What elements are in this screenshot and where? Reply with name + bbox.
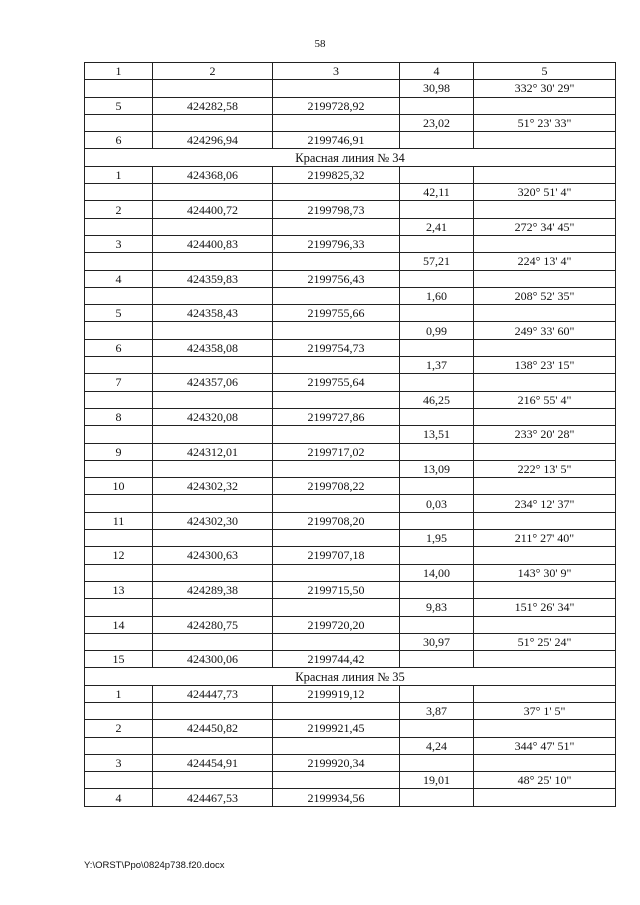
distance-cell: [400, 547, 474, 564]
point-number-cell: [85, 599, 153, 616]
x-coordinate-cell: 424302,30: [153, 512, 273, 529]
point-number-cell: [85, 218, 153, 235]
point-row: [85, 443, 616, 460]
x-coordinate-cell: [153, 564, 273, 581]
bearing-cell: [474, 512, 616, 529]
y-coordinate-cell: [273, 184, 400, 201]
point-number-cell: 5: [85, 97, 153, 114]
column-header: 3: [273, 63, 400, 80]
distance-cell: 46,25: [400, 391, 474, 408]
x-coordinate-cell: [153, 495, 273, 512]
point-row: [85, 270, 616, 287]
bearing-cell: [474, 789, 616, 806]
x-coordinate-cell: 424358,43: [153, 305, 273, 322]
distance-cell: [400, 443, 474, 460]
y-coordinate-cell: [273, 218, 400, 235]
bearing-cell: 208° 52' 35": [474, 287, 616, 304]
point-row: [85, 305, 616, 322]
bearing-cell: 272° 34' 45": [474, 218, 616, 235]
distance-cell: [400, 720, 474, 737]
distance-cell: [400, 305, 474, 322]
point-row: [85, 616, 616, 633]
x-coordinate-cell: [153, 391, 273, 408]
distance-cell: [400, 339, 474, 356]
y-coordinate-cell: 2199728,92: [273, 97, 400, 114]
bearing-cell: 344° 47' 51": [474, 737, 616, 754]
x-coordinate-cell: 424368,06: [153, 166, 273, 183]
point-number-cell: 2: [85, 201, 153, 218]
column-header: 1: [85, 63, 153, 80]
column-header: 5: [474, 63, 616, 80]
x-coordinate-cell: [153, 322, 273, 339]
bearing-cell: [474, 478, 616, 495]
distance-cell: [400, 132, 474, 149]
bearing-cell: [474, 166, 616, 183]
distance-cell: 0,03: [400, 495, 474, 512]
distance-cell: [400, 651, 474, 668]
bearing-cell: 233° 20' 28": [474, 426, 616, 443]
y-coordinate-cell: [273, 737, 400, 754]
distance-cell: [400, 478, 474, 495]
point-number-cell: 11: [85, 512, 153, 529]
y-coordinate-cell: 2199708,22: [273, 478, 400, 495]
y-coordinate-cell: [273, 357, 400, 374]
segment-row: [85, 287, 616, 304]
bearing-cell: [474, 339, 616, 356]
y-coordinate-cell: 2199708,20: [273, 512, 400, 529]
y-coordinate-cell: 2199919,12: [273, 685, 400, 702]
point-row: [85, 201, 616, 218]
bearing-cell: [474, 720, 616, 737]
point-number-cell: [85, 530, 153, 547]
bearing-cell: 37° 1' 5": [474, 702, 616, 719]
coordinates-table: [84, 62, 616, 807]
x-coordinate-cell: 424357,06: [153, 374, 273, 391]
point-row: [85, 97, 616, 114]
bearing-cell: 48° 25' 10": [474, 772, 616, 789]
distance-cell: [400, 374, 474, 391]
distance-cell: 2,41: [400, 218, 474, 235]
x-coordinate-cell: [153, 460, 273, 477]
segment-row: [85, 772, 616, 789]
distance-cell: [400, 754, 474, 771]
point-number-cell: 1: [85, 166, 153, 183]
point-row: [85, 374, 616, 391]
x-coordinate-cell: 424302,32: [153, 478, 273, 495]
y-coordinate-cell: [273, 114, 400, 131]
point-number-cell: [85, 772, 153, 789]
bearing-cell: 224° 13' 4": [474, 253, 616, 270]
bearing-cell: 211° 27' 40": [474, 530, 616, 547]
distance-cell: 30,98: [400, 80, 474, 97]
file-path-footer: Y:\ORST\Ppo\0824p738.f20.docx: [84, 860, 225, 871]
point-row: [85, 651, 616, 668]
bearing-cell: 216° 55' 4": [474, 391, 616, 408]
y-coordinate-cell: 2199755,64: [273, 374, 400, 391]
point-number-cell: 7: [85, 374, 153, 391]
y-coordinate-cell: [273, 599, 400, 616]
bearing-cell: [474, 616, 616, 633]
point-number-cell: [85, 391, 153, 408]
x-coordinate-cell: 424280,75: [153, 616, 273, 633]
x-coordinate-cell: 424358,08: [153, 339, 273, 356]
bearing-cell: [474, 581, 616, 598]
point-number-cell: [85, 564, 153, 581]
point-row: [85, 512, 616, 529]
column-header: 4: [400, 63, 474, 80]
point-number-cell: 9: [85, 443, 153, 460]
bearing-cell: 51° 25' 24": [474, 633, 616, 650]
x-coordinate-cell: [153, 702, 273, 719]
distance-cell: 1,95: [400, 530, 474, 547]
point-row: [85, 132, 616, 149]
point-row: [85, 685, 616, 702]
distance-cell: 0,99: [400, 322, 474, 339]
distance-cell: 14,00: [400, 564, 474, 581]
y-coordinate-cell: 2199720,20: [273, 616, 400, 633]
distance-cell: [400, 166, 474, 183]
point-number-cell: [85, 287, 153, 304]
bearing-cell: 320° 51' 4": [474, 184, 616, 201]
y-coordinate-cell: 2199921,45: [273, 720, 400, 737]
point-row: [85, 339, 616, 356]
y-coordinate-cell: [273, 564, 400, 581]
point-number-cell: 1: [85, 685, 153, 702]
bearing-cell: 138° 23' 15": [474, 357, 616, 374]
bearing-cell: 222° 13' 5": [474, 460, 616, 477]
point-number-cell: [85, 737, 153, 754]
point-number-cell: [85, 357, 153, 374]
point-number-cell: 10: [85, 478, 153, 495]
y-coordinate-cell: [273, 322, 400, 339]
point-number-cell: [85, 253, 153, 270]
x-coordinate-cell: 424400,83: [153, 235, 273, 252]
distance-cell: 42,11: [400, 184, 474, 201]
section-header-row: [85, 668, 616, 685]
bearing-cell: [474, 408, 616, 425]
x-coordinate-cell: 424289,38: [153, 581, 273, 598]
bearing-cell: [474, 132, 616, 149]
x-coordinate-cell: [153, 357, 273, 374]
segment-row: [85, 460, 616, 477]
point-number-cell: [85, 495, 153, 512]
distance-cell: 4,24: [400, 737, 474, 754]
distance-cell: 1,37: [400, 357, 474, 374]
bearing-cell: [474, 97, 616, 114]
x-coordinate-cell: [153, 530, 273, 547]
x-coordinate-cell: [153, 253, 273, 270]
distance-cell: [400, 581, 474, 598]
distance-cell: [400, 270, 474, 287]
point-number-cell: 8: [85, 408, 153, 425]
bearing-cell: 332° 30' 29": [474, 80, 616, 97]
y-coordinate-cell: [273, 772, 400, 789]
x-coordinate-cell: 424300,06: [153, 651, 273, 668]
distance-cell: 30,97: [400, 633, 474, 650]
x-coordinate-cell: [153, 184, 273, 201]
page-number: 58: [314, 38, 326, 50]
point-row: [85, 754, 616, 771]
y-coordinate-cell: [273, 530, 400, 547]
point-number-cell: 12: [85, 547, 153, 564]
distance-cell: 57,21: [400, 253, 474, 270]
point-number-cell: 2: [85, 720, 153, 737]
point-number-cell: 15: [85, 651, 153, 668]
bearing-cell: [474, 235, 616, 252]
segment-row: [85, 80, 616, 97]
x-coordinate-cell: [153, 80, 273, 97]
bearing-cell: 249° 33' 60": [474, 322, 616, 339]
y-coordinate-cell: 2199744,42: [273, 651, 400, 668]
x-coordinate-cell: 424359,83: [153, 270, 273, 287]
point-number-cell: [85, 633, 153, 650]
point-row: [85, 720, 616, 737]
bearing-cell: 51° 23' 33": [474, 114, 616, 131]
segment-row: [85, 184, 616, 201]
distance-cell: [400, 685, 474, 702]
segment-row: [85, 633, 616, 650]
section-title: Красная линия № 34: [85, 149, 616, 166]
y-coordinate-cell: [273, 495, 400, 512]
segment-row: [85, 564, 616, 581]
section-title: Красная линия № 35: [85, 668, 616, 685]
bearing-cell: [474, 305, 616, 322]
y-coordinate-cell: 2199715,50: [273, 581, 400, 598]
bearing-cell: [474, 201, 616, 218]
y-coordinate-cell: 2199717,02: [273, 443, 400, 460]
point-row: [85, 408, 616, 425]
column-header: 2: [153, 63, 273, 80]
point-number-cell: 3: [85, 235, 153, 252]
bearing-cell: [474, 685, 616, 702]
distance-cell: 13,51: [400, 426, 474, 443]
point-number-cell: [85, 184, 153, 201]
x-coordinate-cell: [153, 772, 273, 789]
x-coordinate-cell: 424450,82: [153, 720, 273, 737]
segment-row: [85, 702, 616, 719]
x-coordinate-cell: 424320,08: [153, 408, 273, 425]
x-coordinate-cell: 424300,63: [153, 547, 273, 564]
distance-cell: [400, 408, 474, 425]
distance-cell: [400, 512, 474, 529]
point-number-cell: [85, 322, 153, 339]
y-coordinate-cell: 2199754,73: [273, 339, 400, 356]
table-header-row: [85, 63, 616, 80]
x-coordinate-cell: 424312,01: [153, 443, 273, 460]
y-coordinate-cell: 2199746,91: [273, 132, 400, 149]
distance-cell: 3,87: [400, 702, 474, 719]
segment-row: [85, 737, 616, 754]
x-coordinate-cell: [153, 114, 273, 131]
y-coordinate-cell: [273, 253, 400, 270]
x-coordinate-cell: [153, 599, 273, 616]
segment-row: [85, 322, 616, 339]
x-coordinate-cell: 424296,94: [153, 132, 273, 149]
point-number-cell: [85, 460, 153, 477]
x-coordinate-cell: 424400,72: [153, 201, 273, 218]
point-number-cell: 14: [85, 616, 153, 633]
distance-cell: 1,60: [400, 287, 474, 304]
y-coordinate-cell: 2199934,56: [273, 789, 400, 806]
point-row: [85, 166, 616, 183]
y-coordinate-cell: [273, 633, 400, 650]
x-coordinate-cell: 424447,73: [153, 685, 273, 702]
distance-cell: [400, 789, 474, 806]
x-coordinate-cell: [153, 287, 273, 304]
point-number-cell: 6: [85, 132, 153, 149]
bearing-cell: [474, 547, 616, 564]
x-coordinate-cell: [153, 633, 273, 650]
distance-cell: 23,02: [400, 114, 474, 131]
point-row: [85, 478, 616, 495]
point-number-cell: [85, 80, 153, 97]
y-coordinate-cell: [273, 287, 400, 304]
point-number-cell: 4: [85, 270, 153, 287]
point-number-cell: 4: [85, 789, 153, 806]
point-number-cell: [85, 426, 153, 443]
segment-row: [85, 495, 616, 512]
y-coordinate-cell: [273, 702, 400, 719]
distance-cell: 13,09: [400, 460, 474, 477]
bearing-cell: [474, 754, 616, 771]
x-coordinate-cell: 424282,58: [153, 97, 273, 114]
y-coordinate-cell: 2199727,86: [273, 408, 400, 425]
table-body: [85, 80, 616, 806]
y-coordinate-cell: [273, 460, 400, 477]
y-coordinate-cell: 2199920,34: [273, 754, 400, 771]
distance-cell: [400, 616, 474, 633]
segment-row: [85, 530, 616, 547]
y-coordinate-cell: [273, 426, 400, 443]
section-header-row: [85, 149, 616, 166]
distance-cell: [400, 235, 474, 252]
distance-cell: [400, 97, 474, 114]
segment-row: [85, 391, 616, 408]
x-coordinate-cell: [153, 218, 273, 235]
point-number-cell: 5: [85, 305, 153, 322]
x-coordinate-cell: [153, 426, 273, 443]
bearing-cell: [474, 651, 616, 668]
point-row: [85, 235, 616, 252]
y-coordinate-cell: 2199825,32: [273, 166, 400, 183]
point-number-cell: 13: [85, 581, 153, 598]
bearing-cell: [474, 270, 616, 287]
y-coordinate-cell: 2199707,18: [273, 547, 400, 564]
y-coordinate-cell: 2199798,73: [273, 201, 400, 218]
bearing-cell: [474, 374, 616, 391]
segment-row: [85, 253, 616, 270]
point-number-cell: 6: [85, 339, 153, 356]
y-coordinate-cell: 2199756,43: [273, 270, 400, 287]
bearing-cell: 234° 12' 37": [474, 495, 616, 512]
segment-row: [85, 599, 616, 616]
segment-row: [85, 357, 616, 374]
x-coordinate-cell: [153, 737, 273, 754]
point-row: [85, 789, 616, 806]
segment-row: [85, 218, 616, 235]
bearing-cell: [474, 443, 616, 460]
y-coordinate-cell: [273, 80, 400, 97]
y-coordinate-cell: 2199755,66: [273, 305, 400, 322]
bearing-cell: 151° 26' 34": [474, 599, 616, 616]
x-coordinate-cell: 424467,53: [153, 789, 273, 806]
point-row: [85, 547, 616, 564]
bearing-cell: 143° 30' 9": [474, 564, 616, 581]
segment-row: [85, 114, 616, 131]
distance-cell: 19,01: [400, 772, 474, 789]
y-coordinate-cell: [273, 391, 400, 408]
point-number-cell: [85, 114, 153, 131]
distance-cell: 9,83: [400, 599, 474, 616]
point-number-cell: 3: [85, 754, 153, 771]
distance-cell: [400, 201, 474, 218]
y-coordinate-cell: 2199796,33: [273, 235, 400, 252]
point-row: [85, 581, 616, 598]
point-number-cell: [85, 702, 153, 719]
x-coordinate-cell: 424454,91: [153, 754, 273, 771]
segment-row: [85, 426, 616, 443]
